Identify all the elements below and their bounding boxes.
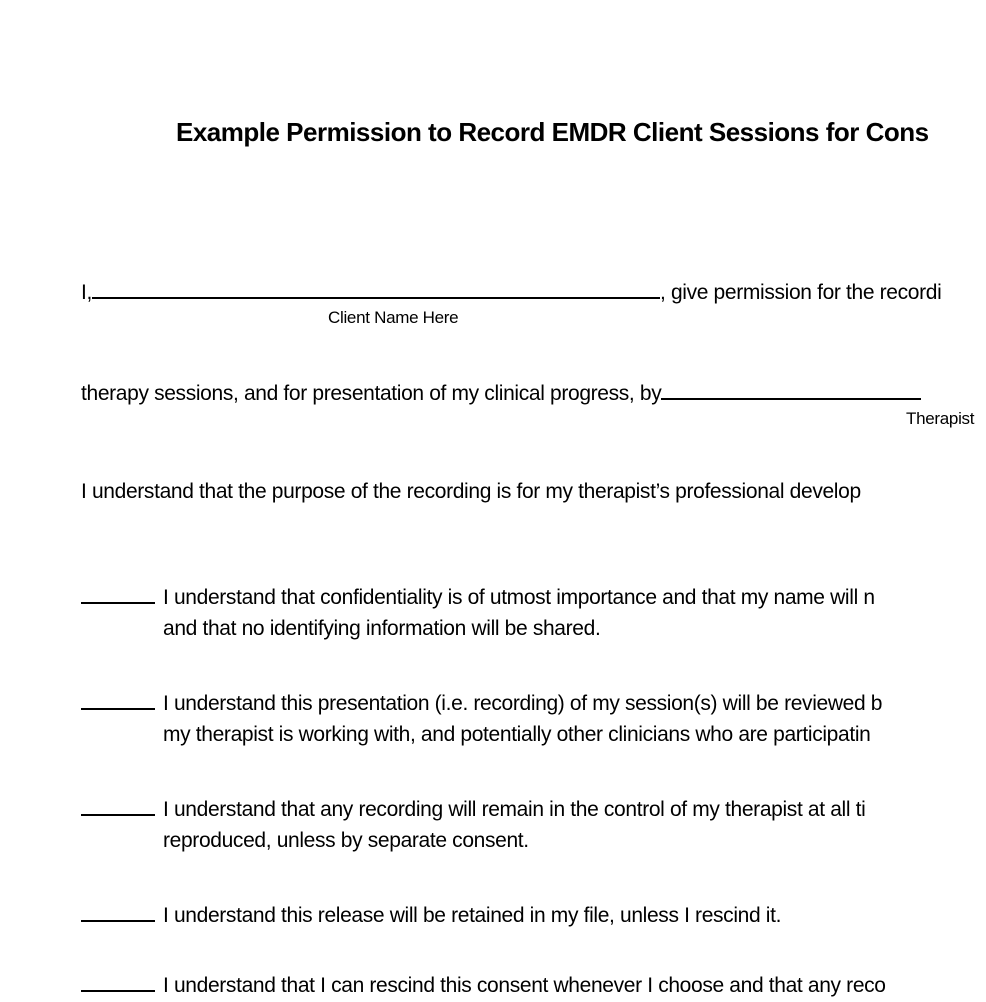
- consent-item-2-line-1: I understand this presentation (i.e. recording) of my session(s) will be reviewed b: [163, 692, 883, 715]
- consent-item-1: [81, 582, 875, 610]
- intro-prefix: I,: [81, 281, 92, 304]
- consent-item-2-line-2: my therapist is working with, and potentially other clinicians who are participatin: [163, 723, 871, 746]
- initials-field-3[interactable]: [81, 794, 155, 816]
- therapist-caption: Therapist: [906, 409, 975, 428]
- intro-line-2: [81, 380, 921, 406]
- intro-line-1: [81, 279, 941, 305]
- consent-item-5-line-1: I understand that I can rescind this consent whenever I choose and that any reco: [163, 974, 886, 997]
- consent-item-5: [81, 970, 886, 998]
- intro-line-2-text: therapy sessions, and for presentation of my clinical progress, by: [81, 382, 662, 405]
- intro-suffix: , give permission for the recordi: [659, 281, 942, 304]
- purpose-statement: I understand that the purpose of the recording is for my therapist’s professional develop: [81, 480, 861, 503]
- consent-item-4: [81, 900, 781, 928]
- consent-item-3: [81, 794, 865, 822]
- client-name-caption: Client Name Here: [328, 308, 459, 327]
- therapist-name-field[interactable]: [661, 380, 921, 400]
- document-title: Example Permission to Record EMDR Client Sessions for Cons: [176, 117, 929, 147]
- consent-item-1-line-1: I understand that confidentiality is of utmost importance and that my name will n: [163, 586, 875, 609]
- client-name-field[interactable]: [92, 279, 660, 299]
- consent-item-3-line-1: I understand that any recording will remain in the control of my therapist at all ti: [163, 798, 866, 821]
- initials-field-5[interactable]: [81, 970, 155, 992]
- consent-item-4-line-1: I understand this release will be retained in my file, unless I rescind it.: [163, 904, 782, 927]
- consent-item-2: [81, 688, 882, 716]
- initials-field-2[interactable]: [81, 688, 155, 710]
- initials-field-1[interactable]: [81, 582, 155, 604]
- consent-item-3-line-2: reproduced, unless by separate consent.: [163, 829, 529, 852]
- consent-item-1-line-2: and that no identifying information will be shared.: [163, 617, 601, 640]
- initials-field-4[interactable]: [81, 900, 155, 922]
